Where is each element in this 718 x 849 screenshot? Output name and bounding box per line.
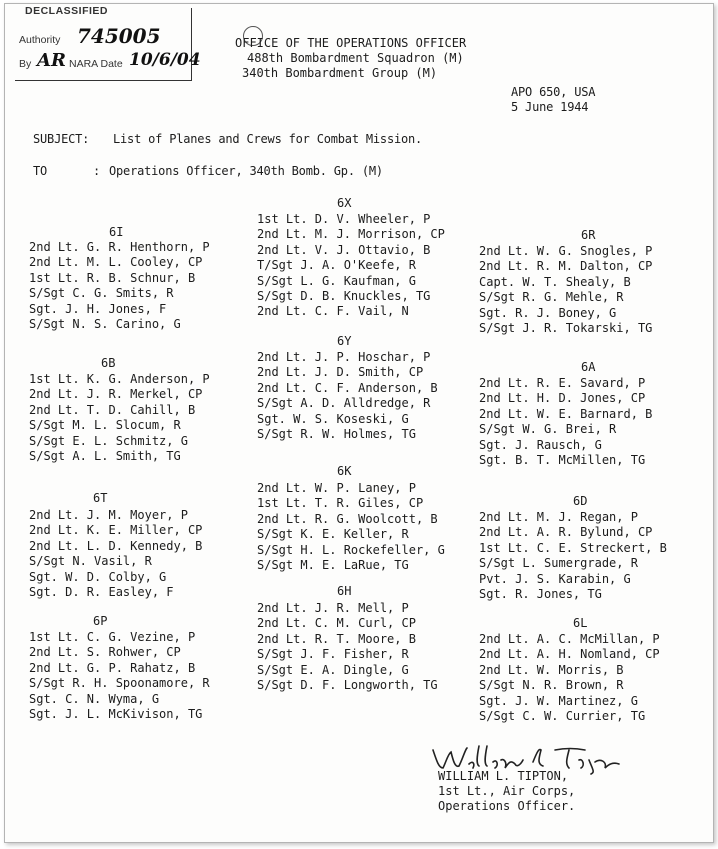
to-text: Operations Officer, 340th Bomb. Gp. (M) — [109, 164, 383, 178]
crew-member: 2nd Lt. W. G. Snogles, P — [479, 244, 653, 258]
crew-member: 2nd Lt. R. M. Dalton, CP — [479, 259, 653, 274]
crew-plane-label: 6Y — [337, 334, 352, 348]
crew-member: 2nd Lt. A. C. McMillan, P — [479, 632, 660, 646]
crew-member: 2nd Lt. R. E. Savard, P — [479, 376, 646, 390]
crew-member: S/Sgt E. L. Schmitz, G — [29, 433, 188, 448]
crew-member: 1st Lt. T. R. Giles, CP — [257, 496, 424, 511]
crew-member: S/Sgt M. L. Slocum, R — [29, 418, 181, 433]
crew-member: 2nd Lt. R. G. Woolcott, B — [257, 511, 438, 526]
stamp-authority-number: 745005 — [77, 24, 161, 48]
document-page — [4, 3, 714, 843]
crew-plane-label: 6X — [337, 196, 352, 210]
subject-text: List of Planes and Crews for Combat Mission. — [113, 132, 423, 146]
crew-plane-label: 6K — [337, 464, 352, 478]
subject-label: SUBJECT: — [33, 132, 90, 146]
crew-plane-label: 6I — [109, 225, 124, 239]
crew-member: Sgt. J. Rausch, G — [479, 437, 602, 452]
crew-member: S/Sgt R. H. Spoonamore, R — [29, 676, 210, 691]
crew-member: S/Sgt H. L. Rockefeller, G — [257, 542, 445, 557]
apo-address: APO 650, USA — [511, 85, 596, 99]
crew-member-list — [257, 350, 438, 442]
stamp-by-label: By — [19, 58, 32, 70]
crew-member: S/Sgt N. Vasil, R — [29, 554, 152, 569]
crew-plane-label: 6D — [573, 494, 588, 508]
crew-member: 1st Lt. K. G. Anderson, P — [29, 372, 210, 386]
crew-member: 2nd Lt. M. J. Regan, P — [479, 510, 638, 524]
crew-member-list — [479, 632, 660, 724]
stamp-nara-label: NARA Date — [69, 58, 123, 70]
crew-member: 2nd Lt. J. M. Moyer, P — [29, 508, 188, 522]
crew-member: 1st Lt. D. V. Wheeler, P — [257, 212, 431, 226]
crew-member: 2nd Lt. A. R. Bylund, CP — [479, 525, 653, 540]
crew-member: Sgt. J. W. Martinez, G — [479, 693, 638, 708]
crew-member: 1st Lt. C. E. Streckert, B — [479, 540, 667, 555]
header-group: 340th Bombardment Group (M) — [242, 66, 438, 80]
crew-member: 2nd Lt. J. R. Mell, P — [257, 601, 409, 615]
crew-member: S/Sgt M. E. LaRue, TG — [257, 558, 409, 573]
to-label: TO — [33, 164, 48, 178]
crew-member: Sgt. B. T. McMillen, TG — [479, 453, 646, 468]
crew-member: 2nd Lt. C. M. Curl, CP — [257, 616, 416, 631]
crew-member: S/Sgt D. F. Longworth, TG — [257, 678, 438, 693]
crew-member-list — [29, 508, 202, 600]
crew-member-list — [257, 601, 438, 693]
crew-member: 2nd Lt. J. P. Hoschar, P — [257, 350, 431, 364]
crew-member: S/Sgt C. G. Smits, R — [29, 286, 174, 301]
crew-member: 2nd Lt. H. D. Jones, CP — [479, 391, 646, 406]
crew-member: 1st Lt. C. G. Vezine, P — [29, 630, 196, 644]
crew-member: 2nd Lt. J. D. Smith, CP — [257, 365, 424, 380]
crew-member: S/Sgt W. G. Brei, R — [479, 422, 617, 437]
crew-member: Capt. W. T. Shealy, B — [479, 274, 631, 289]
crew-member: Pvt. J. S. Karabin, G — [479, 571, 631, 586]
crew-plane-label: 6T — [93, 491, 108, 505]
crew-member: 2nd Lt. W. Morris, B — [479, 662, 624, 677]
crew-member: S/Sgt N. S. Carino, G — [29, 317, 181, 332]
crew-member: 2nd Lt. S. Rohwer, CP — [29, 645, 181, 660]
crew-member: S/Sgt A. L. Smith, TG — [29, 449, 181, 464]
crew-member: 1st Lt. R. B. Schnur, B — [29, 270, 196, 285]
crew-member: 2nd Lt. G. R. Henthorn, P — [29, 240, 210, 254]
crew-member-list — [29, 240, 210, 332]
crew-member: 2nd Lt. T. D. Cahill, B — [29, 402, 196, 417]
crew-plane-label: 6R — [581, 228, 596, 242]
crew-member: 2nd Lt. L. D. Kennedy, B — [29, 538, 203, 553]
crew-member: Sgt. R. Jones, TG — [479, 587, 602, 602]
crew-member: 2nd Lt. M. J. Morrison, CP — [257, 227, 445, 242]
crew-member: S/Sgt C. W. Currier, TG — [479, 709, 646, 724]
signer-name: WILLIAM L. TIPTON, — [438, 769, 569, 783]
crew-member-list — [479, 510, 667, 602]
signer-rank: 1st Lt., Air Corps, — [438, 784, 576, 798]
document-date: 5 June 1944 — [511, 100, 589, 114]
crew-member: 2nd Lt. A. H. Nomland, CP — [479, 647, 660, 662]
crew-member: Sgt. D. R. Easley, F — [29, 585, 174, 600]
crew-member-list — [257, 212, 445, 320]
crew-member: 2nd Lt. V. J. Ottavio, B — [257, 242, 431, 257]
crew-plane-label: 6A — [581, 360, 596, 374]
crew-member: T/Sgt J. A. O'Keefe, R — [257, 258, 416, 273]
crew-member-list — [29, 630, 210, 722]
crew-member: 2nd Lt. J. R. Merkel, CP — [29, 387, 203, 402]
crew-member: S/Sgt K. E. Keller, R — [257, 527, 409, 542]
crew-member: S/Sgt L. Sumergrade, R — [479, 556, 638, 571]
crew-member: Sgt. W. D. Colby, G — [29, 569, 167, 584]
signer-title: Operations Officer. — [438, 799, 576, 813]
header-office: OFFICE OF THE OPERATIONS OFFICER — [235, 36, 467, 50]
crew-member: S/Sgt J. F. Fisher, R — [257, 647, 409, 662]
crew-plane-label: 6L — [573, 616, 588, 630]
crew-member: Sgt. C. N. Wyma, G — [29, 691, 160, 706]
stamp-by-initials: AR — [37, 50, 66, 71]
crew-plane-label: 6P — [93, 614, 108, 628]
crew-member: 2nd Lt. C. F. Anderson, B — [257, 380, 438, 395]
crew-member: S/Sgt J. R. Tokarski, TG — [479, 321, 653, 336]
stamp-heading: DECLASSIFIED — [25, 5, 109, 17]
crew-member: Sgt. R. J. Boney, G — [479, 305, 617, 320]
signature-block — [438, 769, 575, 814]
crew-member: 2nd Lt. C. F. Vail, N — [257, 304, 409, 319]
crew-member: 2nd Lt. K. E. Miller, CP — [29, 523, 203, 538]
crew-member-list — [479, 244, 652, 336]
crew-member: 2nd Lt. R. T. Moore, B — [257, 631, 416, 646]
crew-member: 2nd Lt. W. E. Barnard, B — [479, 406, 653, 421]
crew-member: 2nd Lt. M. L. Cooley, CP — [29, 255, 203, 270]
crew-member-list — [479, 376, 652, 468]
declassified-stamp — [15, 5, 201, 81]
crew-member: S/Sgt E. A. Dingle, G — [257, 662, 409, 677]
crew-member: S/Sgt R. W. Holmes, TG — [257, 427, 416, 442]
crew-member: Sgt. J. H. Jones, F — [29, 301, 167, 316]
stamp-date: 10/6/04 — [129, 50, 201, 70]
crew-member: 2nd Lt. W. P. Laney, P — [257, 481, 416, 495]
crew-member: S/Sgt N. R. Brown, R — [479, 678, 624, 693]
header-squadron: 488th Bombardment Squadron (M) — [247, 51, 464, 65]
crew-member-list — [257, 481, 445, 573]
crew-plane-label: 6B — [101, 356, 116, 370]
stamp-authority-label: Authority — [19, 34, 61, 46]
crew-member-list — [29, 372, 210, 464]
crew-member: 2nd Lt. G. P. Rahatz, B — [29, 660, 196, 675]
crew-member: S/Sgt L. G. Kaufman, G — [257, 273, 416, 288]
document-header — [235, 36, 466, 81]
crew-member: S/Sgt D. B. Knuckles, TG — [257, 289, 431, 304]
to-separator: : — [93, 164, 101, 178]
crew-member: Sgt. J. L. McKivison, TG — [29, 707, 203, 722]
crew-member: Sgt. W. S. Koseski, G — [257, 411, 409, 426]
crew-plane-label: 6H — [337, 584, 352, 598]
crew-member: S/Sgt R. G. Mehle, R — [479, 290, 624, 305]
crew-member: S/Sgt A. D. Alldredge, R — [257, 396, 431, 411]
